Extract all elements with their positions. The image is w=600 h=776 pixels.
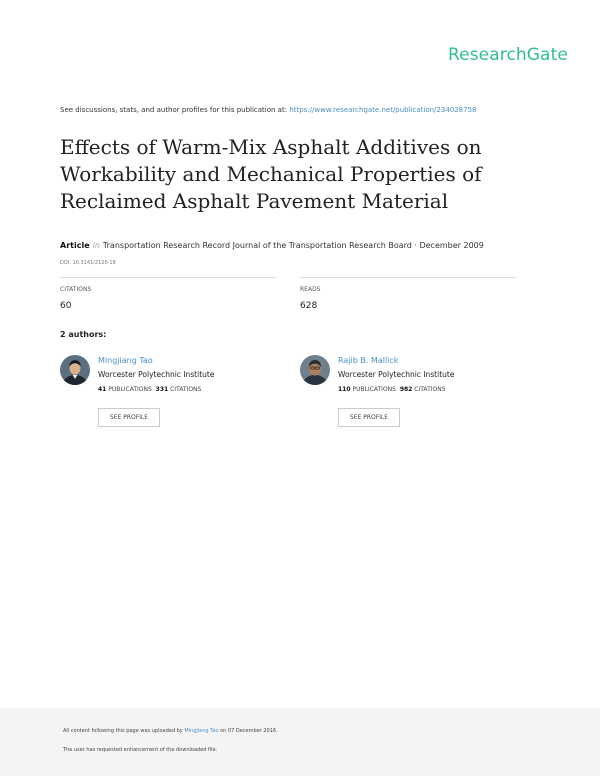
- discussion-line: [60, 106, 477, 114]
- divider-left: [60, 277, 276, 278]
- title-line-1: Effects of Warm-Mix Asphalt Additives on: [60, 135, 482, 159]
- author-name[interactable]: Rajib B. Mallick: [338, 356, 399, 365]
- article-type: Article: [60, 241, 90, 250]
- author-institution: Worcester Polytechnic Institute: [338, 370, 455, 379]
- publication-link[interactable]: https://www.researchgate.net/publication/234028758: [289, 106, 477, 114]
- see-profile-button[interactable]: SEE PROFILE: [338, 408, 400, 427]
- author-citations-count: 982: [399, 386, 413, 393]
- authors-heading: 2 authors:: [60, 330, 107, 339]
- citations-value: 60: [60, 301, 72, 311]
- publications-label: PUBLICATIONS: [352, 386, 396, 393]
- author-citations-label: CITATIONS: [170, 386, 202, 393]
- article-meta: [60, 241, 484, 250]
- paper-title: [60, 134, 550, 215]
- citations-label: CITATIONS: [60, 286, 92, 293]
- author-institution: Worcester Polytechnic Institute: [98, 370, 215, 379]
- author-citations-label: CITATIONS: [414, 386, 446, 393]
- publications-count: 41: [98, 386, 107, 393]
- author-info: [98, 355, 214, 393]
- author-name[interactable]: Mingjiang Tao: [98, 356, 153, 365]
- in-word: in: [92, 241, 100, 250]
- reads-label: READS: [300, 286, 321, 293]
- title-line-3: Reclaimed Asphalt Pavement Material: [60, 189, 449, 213]
- title-line-2: Workability and Mechanical Properties of: [60, 162, 482, 186]
- discussion-text: See discussions, stats, and author profiles for this publication at:: [60, 106, 288, 114]
- publications-count: 110: [338, 386, 351, 393]
- see-profile-button[interactable]: SEE PROFILE: [98, 408, 160, 427]
- footer: [0, 708, 600, 776]
- uploader-link[interactable]: Mingjiang Tao: [184, 728, 219, 734]
- person-icon: [60, 355, 90, 385]
- reads-value: 628: [300, 301, 318, 311]
- person-icon: [300, 355, 330, 385]
- journal-venue[interactable]: Transportation Research Record Journal of the Transportation Research Board · December 2009: [102, 241, 484, 250]
- upload-note: [63, 728, 278, 734]
- publications-label: PUBLICATIONS: [108, 386, 152, 393]
- author-stats: [338, 386, 454, 393]
- avatar[interactable]: [60, 355, 90, 385]
- researchgate-logo[interactable]: ResearchGate: [448, 45, 568, 65]
- avatar[interactable]: [300, 355, 330, 385]
- author-stats: [98, 386, 214, 393]
- author-info: [338, 355, 454, 393]
- enhancement-note: The user has requested enhancement of the downloaded file.: [63, 747, 218, 753]
- doi: DOI: 10.3141/2126-18: [60, 260, 116, 266]
- upload-date: on 07 December 2016.: [220, 728, 278, 734]
- author-citations-count: 331: [155, 386, 169, 393]
- divider-right: [300, 277, 516, 278]
- upload-prefix: All content following this page was uploaded by: [63, 728, 183, 734]
